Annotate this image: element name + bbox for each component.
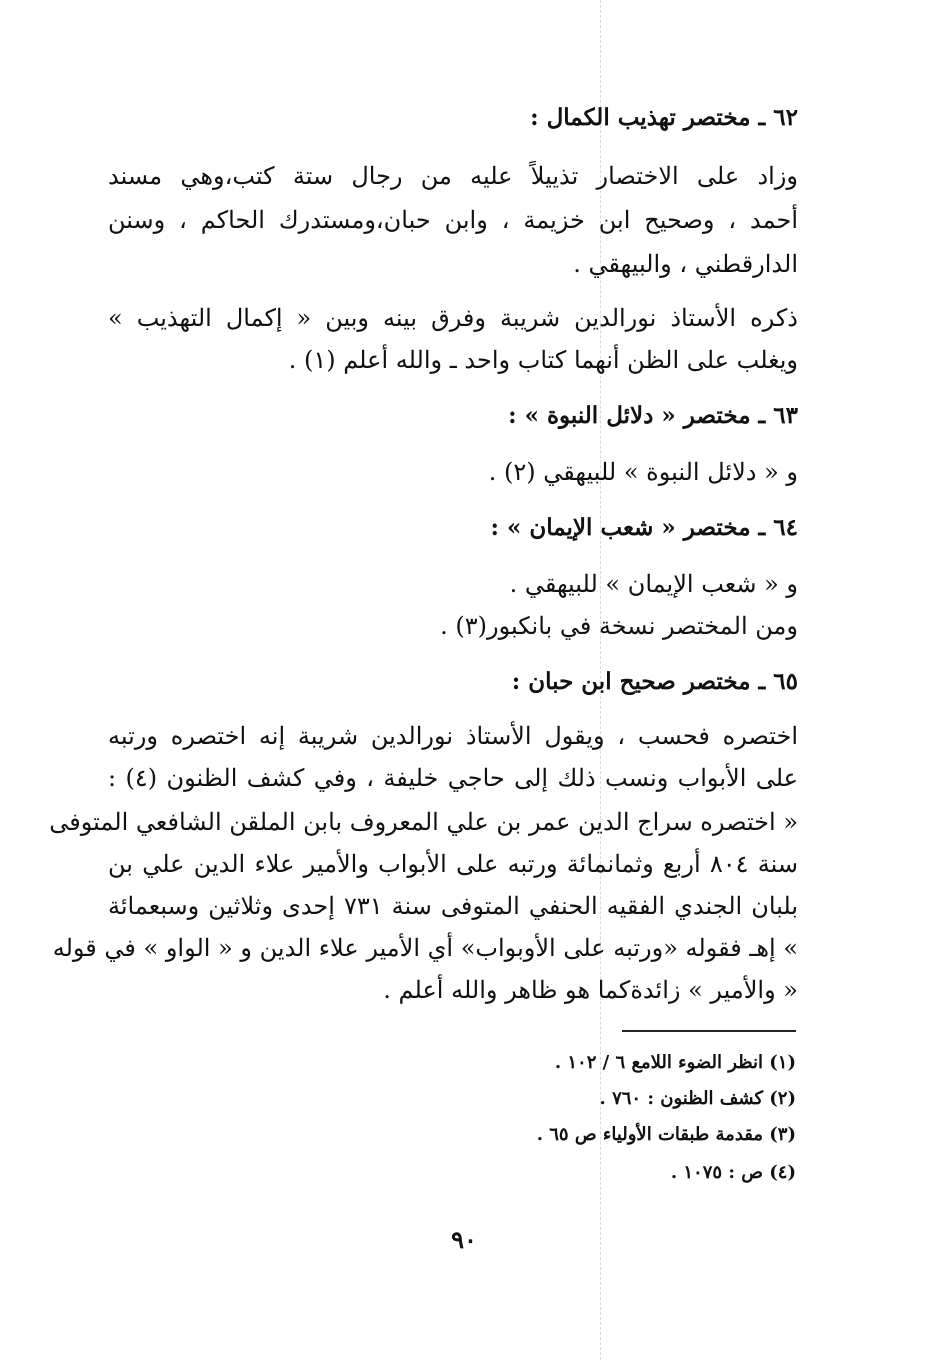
section-62-line-3: الدارقطني ، والبيهقي . [573, 250, 798, 278]
section-62-para2-line-2: ويغلب على الظن أنهما كتاب واحد ـ والله أعلم (١) . [288, 346, 798, 374]
section-63-line-1: و « دلائل النبوة » للبيهقي (٢) . [488, 458, 798, 486]
section-62-line-1: وزاد على الاختصار تذييلاً عليه من رجال ستة كتب،وهي مسند [108, 162, 798, 190]
footnote-separator [622, 1030, 796, 1032]
section-65-line-1: اختصره فحسب ، ويقول الأستاذ نورالدين شريبة إنه اختصره ورتبه [108, 722, 798, 750]
footnote-3: (٣) مقدمة طبقات الأولياء ص ٦٥ . [536, 1124, 796, 1145]
footnote-4: (٤) ص : ١٠٧٥ . [670, 1162, 796, 1183]
footnote-1: (١) انظر الضوء اللامع ٦ / ١٠٢ . [554, 1052, 796, 1073]
section-65-line-5: بلبان الجندي الفقيه الحنفي المتوفى سنة ٧٣١ إحدى وثلاثين وسبعمائة [108, 892, 798, 920]
footnote-2: (٢) كشف الظنون : ٧٦٠ . [599, 1088, 796, 1109]
section-63-heading: ٦٣ ـ مختصر « دلائل النبوة » : [508, 402, 798, 429]
section-62-line-2: أحمد ، وصحيح ابن خزيمة ، وابن حبان،ومستدرك الحاكم ، وسنن [108, 206, 798, 234]
section-65-heading: ٦٥ ـ مختصر صحيح ابن حبان : [511, 668, 798, 695]
section-64-line-1: و « شعب الإيمان » للبيهقي . [509, 570, 798, 598]
section-65-line-2: على الأبواب ونسب ذلك إلى حاجي خليفة ، وفي كشف الظنون (٤) : [108, 764, 799, 792]
section-64-line-2: ومن المختصر نسخة في بانكبور(٣) . [440, 612, 798, 640]
section-62-para2-line-1: ذكره الأستاذ نورالدين شريبة وفرق بينه وبين « إكمال التهذيب » [108, 304, 798, 332]
section-62-heading: ٦٢ ـ مختصر تهذيب الكمال : [530, 104, 798, 131]
section-65-line-4: سنة ٨٠٤ أربع وثمانمائة ورتبه على الأبواب والأمير علاء الدين علي بن [108, 850, 798, 878]
section-65-line-3: « اختصره سراج الدين عمر بن علي المعروف بابن الملقن الشافعي المتوفى [49, 808, 798, 836]
section-64-heading: ٦٤ ـ مختصر « شعب الإيمان » : [490, 514, 798, 541]
section-65-line-6: » إهـ فقوله «ورتبه على الأوبواب» أي الأمير علاء الدين و « الواو » في قوله [52, 934, 798, 962]
section-65-line-7: « والأمير » زائدةكما هو ظاهر والله أعلم . [383, 976, 798, 1004]
page-number: ٩٠ [451, 1225, 477, 1254]
